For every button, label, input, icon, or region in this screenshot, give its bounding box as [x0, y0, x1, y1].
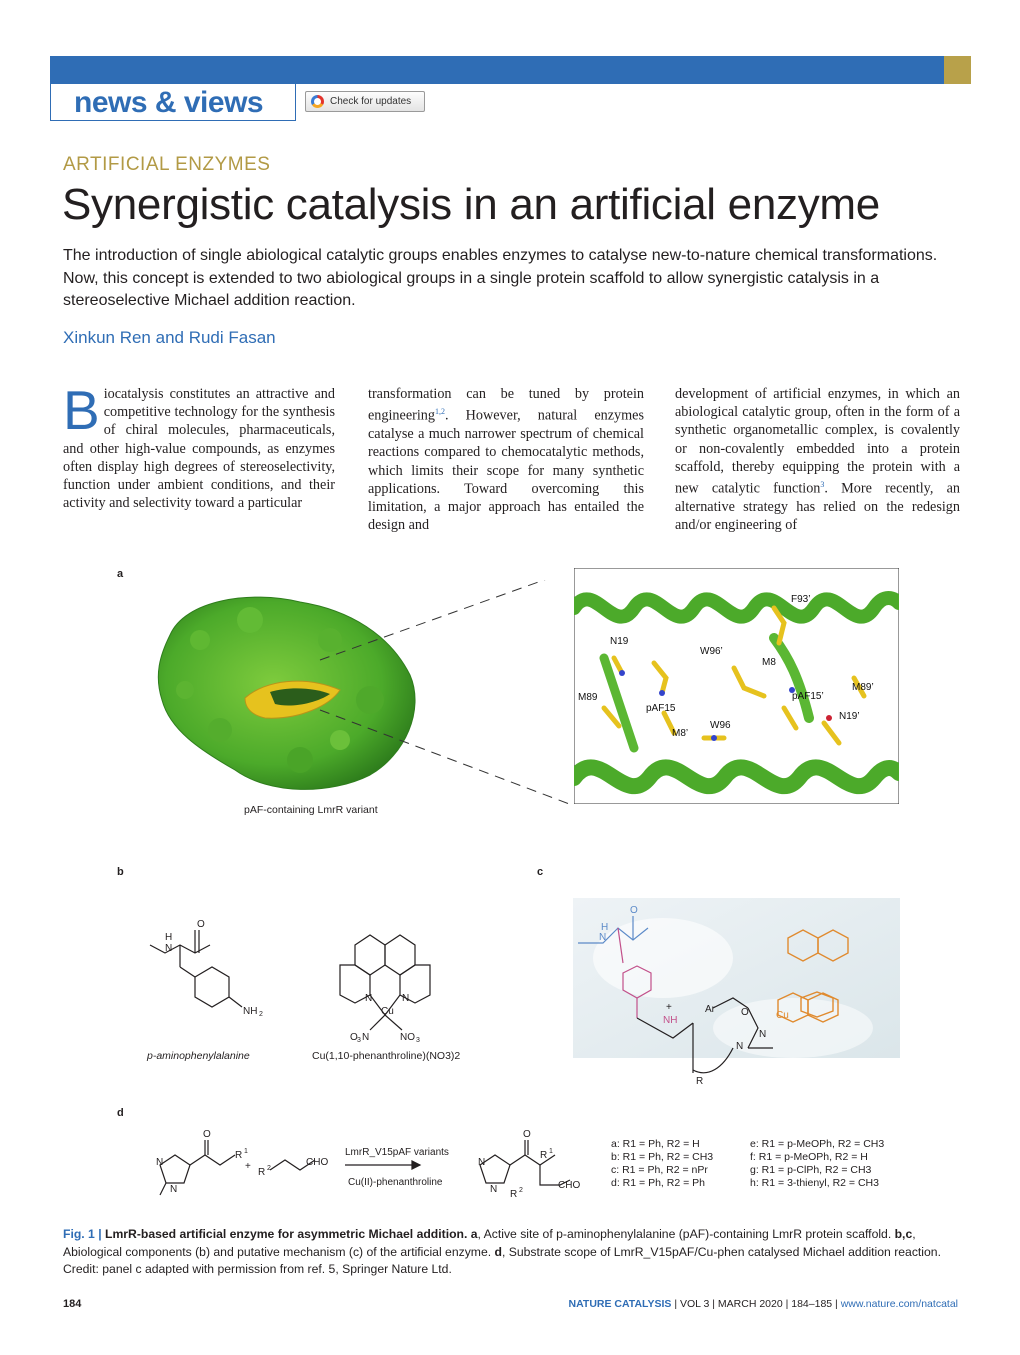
section-title: news & views [74, 86, 264, 119]
body-column-1 [63, 379, 335, 512]
svg-text:N: N [365, 993, 373, 1004]
residue-W96: W96 [710, 720, 731, 731]
residue-M89: M89 [578, 692, 598, 703]
check-for-updates-button[interactable] [305, 91, 425, 112]
substrate-list-right [750, 1138, 884, 1190]
residue-M8: M8 [762, 657, 776, 668]
substrate-h: h: R1 = 3-thienyl, R2 = CH3 [750, 1177, 879, 1189]
substrate-b: b: R1 = Ph, R2 = CH3 [611, 1151, 714, 1163]
residue-M8p: M8’ [672, 728, 689, 739]
svg-text:N: N [736, 1041, 744, 1052]
svg-text:+: + [666, 1002, 672, 1013]
journal-footer [569, 1298, 958, 1310]
panel-c-letter: c [537, 866, 544, 878]
svg-text:N: N [362, 1032, 370, 1043]
reference-link[interactable]: 3 [820, 480, 825, 490]
svg-text:+: + [245, 1161, 251, 1172]
panel-c-mechanism [573, 898, 900, 1098]
body-column-3 [675, 385, 960, 534]
svg-text:N: N [490, 1184, 498, 1195]
col2-text-a: transformation can be tuned by protein engineering [368, 386, 644, 424]
substrate-list-left [611, 1138, 713, 1190]
svg-text:NH: NH [243, 1006, 258, 1017]
svg-text:N: N [156, 1157, 164, 1168]
journal-name: NATURE CATALYSIS [568, 1298, 672, 1310]
svg-text:N: N [170, 1184, 178, 1195]
svg-text:O: O [203, 1129, 211, 1140]
svg-text:O: O [523, 1129, 531, 1140]
svg-text:N: N [402, 993, 410, 1004]
svg-text:2: 2 [519, 1187, 523, 1194]
substrate-f: f: R1 = p-MeOPh, R2 = H [750, 1151, 868, 1163]
substrate-e: e: R1 = p-MeOPh, R2 = CH3 [750, 1138, 885, 1150]
substrate-c: c: R1 = Ph, R2 = nPr [611, 1164, 708, 1176]
panel-b-structures [140, 915, 500, 1065]
svg-text:N: N [759, 1029, 767, 1040]
page-number: 184 [63, 1298, 82, 1310]
article-title: Synergistic catalysis in an artificial enzyme [62, 180, 880, 229]
svg-text:CHO: CHO [558, 1180, 581, 1191]
svg-text:2: 2 [267, 1165, 271, 1172]
svg-text:1: 1 [244, 1148, 248, 1155]
cu-phen-label: Cu(1,10-phenanthroline)(NO3)2 [312, 1050, 461, 1062]
svg-text:Cu: Cu [776, 1010, 789, 1021]
svg-text:R: R [510, 1189, 518, 1200]
col3-text-b: . More recently, an alternative strategy has relied on the redesign and/or engineering of [675, 480, 960, 534]
figure-caption: Fig. 1 | LmrR-based artificial enzyme for asymmetric Michael addition. a, Active site of p-aminophenylalanine (pAF)-containing LmrR protein scaffold. b,c, Abiological components (b) and putative mechanism (c) of the artificial enzyme. d, Substrate scope of LmrR_V15pAF/Cu-phen catalysed Michael addition reaction. Credit: panel c adapted with permission from ref. 5, Springer Nature Ltd. [63, 1227, 941, 1276]
drop-cap: B [63, 379, 100, 441]
svg-text:H: H [165, 932, 173, 943]
svg-text:N: N [599, 932, 607, 943]
residue-pAF15: pAF15 [646, 703, 676, 714]
svg-text:3: 3 [357, 1037, 361, 1044]
check-for-updates-label: Check for updates [330, 96, 412, 107]
svg-text:O: O [630, 905, 638, 916]
substrate-g: g: R1 = p-ClPh, R2 = CH3 [750, 1164, 872, 1176]
panel-d-reaction [140, 1125, 600, 1205]
svg-text:3: 3 [416, 1037, 420, 1044]
figure-number: Fig. 1 | [63, 1227, 102, 1241]
svg-text:R: R [258, 1167, 266, 1178]
svg-text:H: H [601, 922, 609, 933]
col2-text-b: . However, natural enzymes catalyse a much narrower spectrum of chemical reactions compared to chemocatalytic methods, which limits their scope for many synthetic applications. Toward overcoming this limitation, a major approach has entailed the design and [368, 407, 644, 534]
residue-N19p: N19’ [839, 711, 860, 722]
protein-surface-image [140, 580, 580, 810]
header-accent [944, 56, 971, 84]
svg-text:NH: NH [663, 1015, 678, 1026]
svg-text:1: 1 [549, 1148, 553, 1155]
issue-info: | VOL 3 | MARCH 2020 | 184–185 | [671, 1298, 841, 1310]
panel-a-letter: a [117, 568, 124, 580]
residue-M89p: M89’ [852, 682, 874, 693]
svg-text:N: N [165, 943, 173, 954]
caption-title: LmrR-based artificial enzyme for asymmetric Michael addition. [101, 1227, 471, 1241]
article-standfirst: The introduction of single abiological catalytic groups enables enzymes to catalyse new-to-nature chemical transformations. Now, this concept is extended to two abiological groups in a single protein scaffold to allow synergistic catalysis in a stereoselective Michael addition reaction. [63, 247, 938, 309]
substrate-d: d: R1 = Ph, R2 = Ph [611, 1177, 705, 1189]
panel-b-letter: b [117, 866, 124, 878]
svg-text:2: 2 [259, 1011, 263, 1018]
svg-text:R: R [540, 1150, 548, 1161]
panel-a-caption: pAF-containing LmrR variant [244, 804, 378, 816]
residue-N19: N19 [610, 636, 629, 647]
svg-text:NO: NO [400, 1032, 415, 1043]
enzyme-label: LmrR_V15pAF variants [345, 1147, 449, 1158]
residue-W96p: W96’ [700, 646, 723, 657]
journal-url[interactable]: www.nature.com/natcatal [840, 1298, 958, 1310]
svg-text:O: O [741, 1007, 749, 1018]
svg-text:O: O [197, 919, 205, 930]
body-column-2 [368, 385, 644, 534]
active-site-image [574, 568, 899, 804]
svg-text:N: N [478, 1157, 486, 1168]
col3-text-a: development of artificial enzymes, in which an abiological catalytic group, often in the form of a synthetic organometallic complex, is covalently or non-covalently embedded into a protein scaffold, thereby equipping the protein with a new catalytic function [675, 386, 960, 497]
svg-text:R: R [235, 1150, 243, 1161]
article-kicker: ARTIFICIAL ENZYMES [63, 154, 271, 175]
cofactor-label: Cu(II)-phenanthroline [348, 1177, 443, 1188]
svg-text:O: O [350, 1032, 358, 1043]
panel-d-letter: d [117, 1107, 124, 1119]
reference-link[interactable]: 1,2 [434, 407, 445, 417]
crossmark-icon [311, 95, 324, 108]
svg-text:R: R [696, 1076, 704, 1087]
pAF-label: p-aminophenylalanine [147, 1050, 250, 1062]
residue-F93p: F93’ [791, 594, 811, 605]
substrate-a: a: R1 = Ph, R2 = H [611, 1138, 700, 1150]
article-authors[interactable]: Xinkun Ren and Rudi Fasan [63, 328, 276, 347]
svg-text:Ar: Ar [705, 1004, 715, 1015]
svg-text:Cu: Cu [381, 1006, 394, 1017]
svg-text:CHO: CHO [306, 1157, 329, 1168]
residue-pAF15p: pAF15’ [792, 691, 824, 702]
col1-text: iocatalysis constitutes an attractive and competitive technology for the synthesis of chiral molecules, pharmaceuticals, and other high-value compounds, as enzymes often display high degrees of stereoselectivity, function under ambient conditions, and their activity and selectivity toward a particular [63, 386, 335, 512]
header-bar [50, 56, 944, 84]
